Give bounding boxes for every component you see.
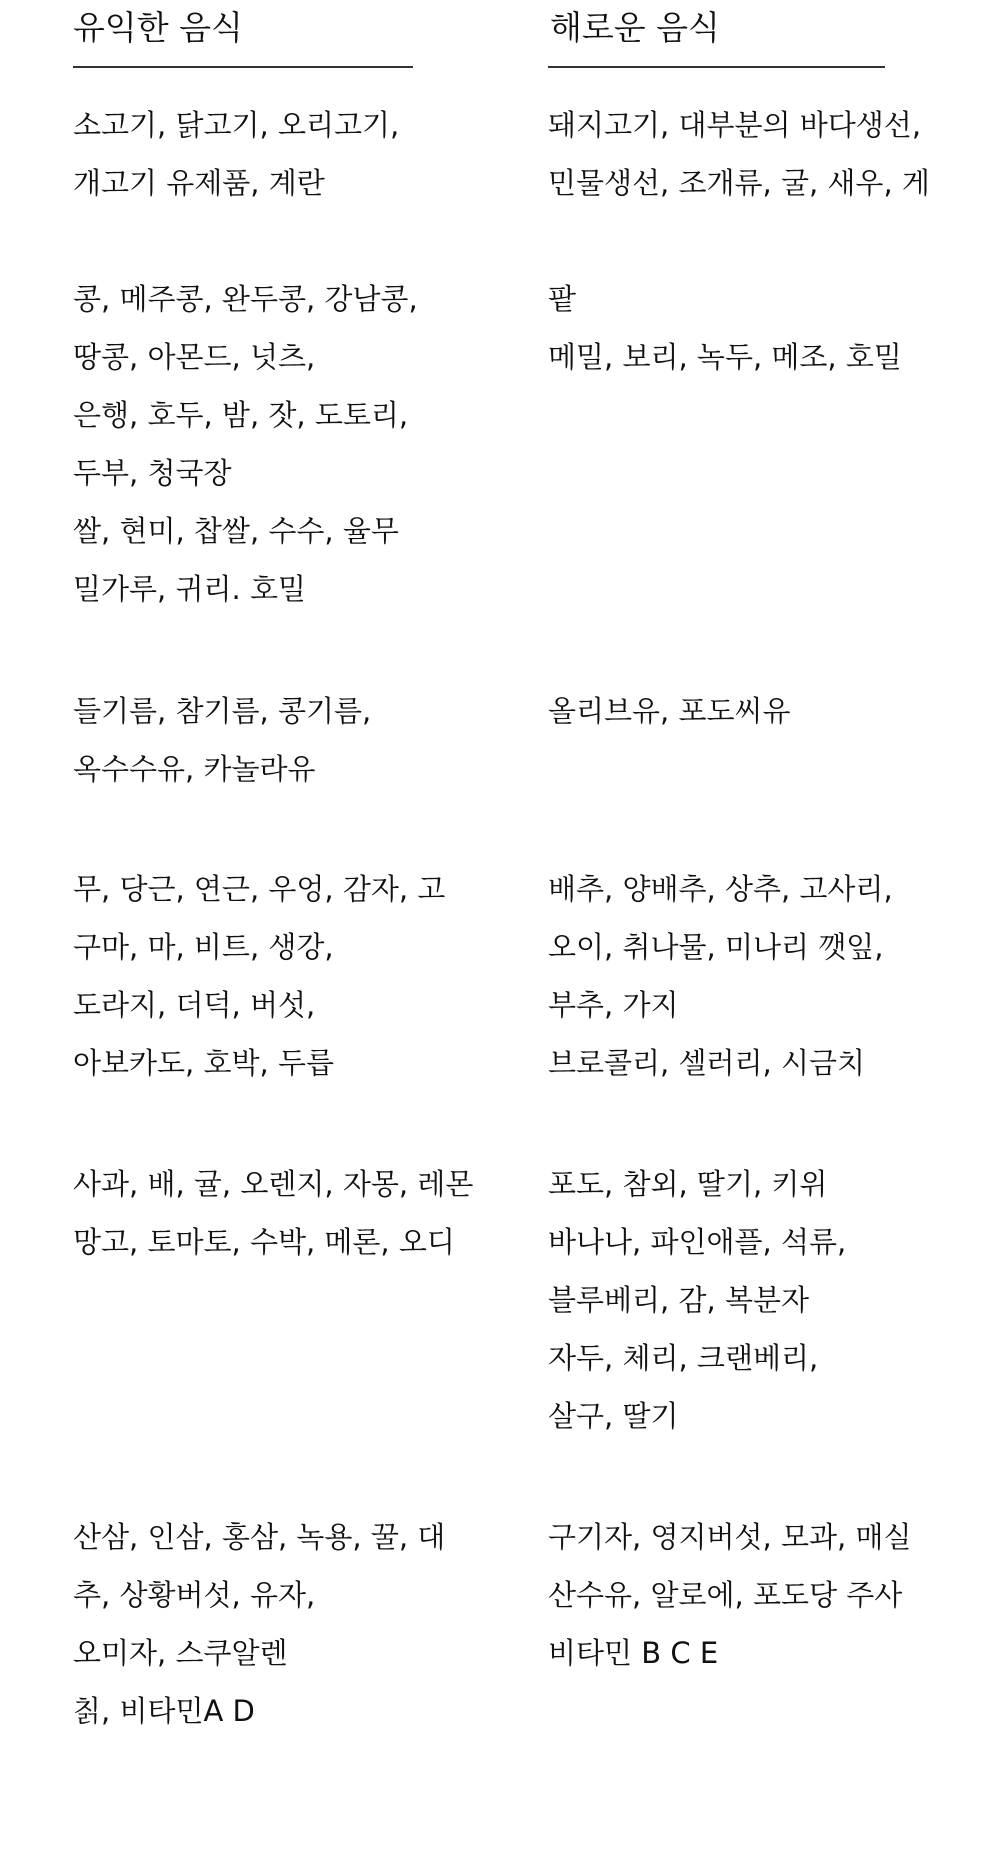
- food-line: 들기름, 참기름, 콩기름,: [73, 694, 372, 728]
- food-line: 민물생선, 조개류, 굴, 새우, 게: [548, 166, 930, 200]
- food-group-oils: [73, 682, 371, 798]
- food-line: 도라지, 더덕, 버섯,: [73, 988, 316, 1022]
- food-line: 두부, 청국장: [73, 456, 232, 490]
- food-line: 바나나, 파인애플, 석류,: [548, 1225, 847, 1259]
- harmful-foods-heading: 해로운 음식: [550, 8, 720, 47]
- food-line: 사과, 배, 귤, 오렌지, 자몽, 레몬: [73, 1167, 474, 1201]
- food-line: 소고기, 닭고기, 오리고기,: [73, 108, 400, 142]
- food-line: 오미자, 스쿠알렌: [73, 1636, 288, 1670]
- food-group-fruits: [548, 1155, 846, 1445]
- food-line: 오이, 취나물, 미나리 깻잎,: [548, 930, 884, 964]
- food-line: 추, 상황버섯, 유자,: [73, 1578, 316, 1612]
- food-line: 부추, 가지: [548, 988, 679, 1022]
- food-line: 구마, 마, 비트, 생강,: [73, 930, 334, 964]
- food-line: 돼지고기, 대부분의 바다생선,: [548, 108, 922, 142]
- food-line: 살구, 딸기: [548, 1399, 679, 1433]
- food-line: 쌀, 현미, 찹쌀, 수수, 율무: [73, 514, 399, 548]
- food-line: 메밀, 보리, 녹두, 메조, 호밀: [548, 340, 902, 374]
- food-group-grains-nuts: [548, 270, 902, 386]
- heading-underline: [73, 66, 413, 68]
- food-line: 칡, 비타민A D: [73, 1694, 255, 1728]
- food-group-fruits: [73, 1155, 473, 1271]
- food-group-meat: [548, 96, 930, 212]
- food-line: 은행, 호두, 밤, 잣, 도토리,: [73, 398, 409, 432]
- food-line: 올리브유, 포도씨유: [548, 694, 791, 728]
- food-line: 콩, 메주콩, 완두콩, 강남콩,: [73, 282, 418, 316]
- food-line: 블루베리, 감, 복분자: [548, 1283, 809, 1317]
- food-line: 배추, 양배추, 상추, 고사리,: [548, 872, 893, 906]
- food-group-supplements: [73, 1508, 445, 1740]
- food-line: 땅콩, 아몬드, 넛츠,: [73, 340, 316, 374]
- food-line: 망고, 토마토, 수박, 메론, 오디: [73, 1225, 455, 1259]
- heading-underline: [548, 66, 885, 68]
- food-line: 무, 당근, 연근, 우엉, 감자, 고: [73, 872, 446, 906]
- food-line: 팥: [548, 282, 577, 316]
- food-line: 자두, 체리, 크랜베리,: [548, 1341, 819, 1375]
- food-group-grains-nuts: [73, 270, 418, 618]
- food-group-meat: [73, 96, 399, 212]
- beneficial-foods-heading: 유익한 음식: [73, 8, 243, 47]
- food-line: 브로콜리, 셀러리, 시금치: [548, 1046, 866, 1080]
- food-line: 밀가루, 귀리. 호밀: [73, 572, 306, 606]
- food-group-vegetables: [548, 860, 893, 1092]
- food-line: 구기자, 영지버섯, 모과, 매실: [548, 1520, 912, 1554]
- food-line: 산수유, 알로에, 포도당 주사: [548, 1578, 903, 1612]
- food-group-oils: [548, 682, 791, 740]
- food-line: 옥수수유, 카놀라유: [73, 752, 316, 786]
- food-group-supplements: [548, 1508, 911, 1682]
- food-line: 비타민 B C E: [548, 1636, 719, 1670]
- food-line: 포도, 참외, 딸기, 키위: [548, 1167, 828, 1201]
- food-line: 개고기 유제품, 계란: [73, 166, 325, 200]
- food-group-vegetables: [73, 860, 445, 1092]
- food-line: 산삼, 인삼, 홍삼, 녹용, 꿀, 대: [73, 1520, 446, 1554]
- food-line: 아보카도, 호박, 두릅: [73, 1046, 334, 1080]
